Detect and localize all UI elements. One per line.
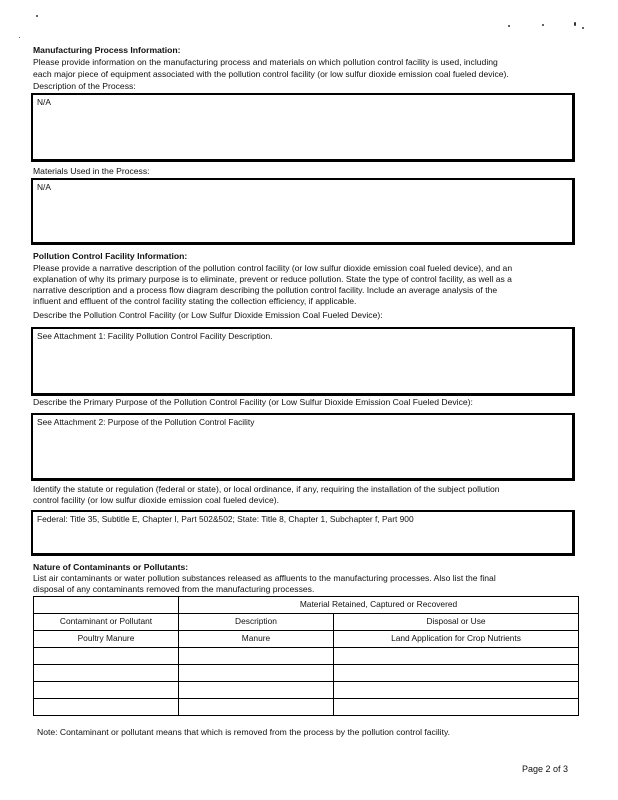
disposal-cell[interactable] [334,648,579,665]
contaminant-cell[interactable]: Poultry Manure [34,631,179,648]
pcf-describe-field[interactable] [31,327,575,396]
pcf-heading: Pollution Control Facility Information: [33,251,188,261]
contaminant-note: Note: Contaminant or pollutant means that which is removed from the process by the pollution control facility. [37,727,451,737]
process-description-field[interactable] [31,93,575,162]
materials-value: N/A [37,182,51,192]
pcf-purpose-field[interactable] [31,413,575,481]
table-row [34,699,579,716]
contaminant-cell[interactable] [34,665,179,682]
page-number: Page 2 of 3 [522,764,569,774]
table-row [34,631,579,648]
material-retained-header: Material Retained, Captured or Recovered [179,597,579,614]
statute-value: Federal: Title 35, Subtitle E, Chapter I, Part 502&502; State: Title 8, Chapter 1, Subchapter f, Part 900 [37,514,414,524]
scan-speck [36,15,38,17]
disposal-cell[interactable] [334,682,579,699]
statute-field[interactable] [31,510,575,556]
contaminant-cell[interactable] [34,648,179,665]
contaminant-cell[interactable] [34,682,179,699]
description-cell[interactable] [179,648,334,665]
mfg-intro-line: Please provide information on the manufacturing process and materials on which pollution control facility is used, including [33,57,498,67]
scan-speck [582,27,584,29]
contaminants-heading: Nature of Contaminants or Pollutants: [33,562,189,572]
scan-speck [574,22,576,26]
contaminants-intro-line: disposal of any contaminants removed from the manufacturing processes. [33,584,315,594]
mfg-intro-line: each major piece of equipment associated with the pollution control facility (or low sulfur dioxide emission coal fueled device). [33,69,509,79]
description-cell[interactable] [179,682,334,699]
pcf-paragraph-line: explanation of why its primary purpose is to eliminate, prevent or reduce pollution. State the type of control facility, as well as a [33,274,512,284]
disposal-column-header: Disposal or Use [334,614,579,631]
contaminants-intro-line: List air contaminants or water pollution substances released as affluents to the manufacturing processes. Also list the final [33,573,496,583]
description-cell[interactable]: Manure [179,631,334,648]
scan-speck [19,37,20,38]
pcf-paragraph-line: influent and effluent of the control facility stating the collection efficiency, if applicable. [33,296,357,306]
pcf-purpose-label: Describe the Primary Purpose of the Pollution Control Facility (or Low Sulfur Dioxide Emission Coal Fueled Device): [33,397,473,407]
scan-speck [542,24,544,26]
pcf-paragraph-line: Please provide a narrative description of the pollution control facility (or low sulfur dioxide emission coal fueled device), and an [33,263,513,273]
statute-label-line: Identify the statute or regulation (federal or state), or local ordinance, if any, requiring the installation of the subject pollution [33,484,500,494]
mfg-heading: Manufacturing Process Information: [33,45,181,55]
materials-field[interactable] [31,178,575,245]
pcf-describe-label: Describe the Pollution Control Facility (or Low Sulfur Dioxide Emission Coal Fueled Device): [33,310,383,320]
contaminant-column-header: Contaminant or Pollutant [34,614,179,631]
disposal-cell[interactable] [334,699,579,716]
pcf-purpose-value: See Attachment 2: Purpose of the Pollution Control Facility [37,417,255,427]
description-cell[interactable] [179,699,334,716]
table-row [34,682,579,699]
disposal-cell[interactable] [334,665,579,682]
materials-label: Materials Used in the Process: [33,166,150,176]
statute-label-line: control facility (or low sulfur dioxide emission coal fueled device). [33,495,279,505]
scan-speck [508,25,510,27]
contaminants-table [33,596,579,716]
pcf-paragraph-line: narrative description and a process flow diagram describing the pollution control facility. Include an average analysis of the [33,285,498,295]
description-column-header: Description [179,614,334,631]
process-description-value: N/A [37,97,51,107]
disposal-cell[interactable]: Land Application for Crop Nutrients [334,631,579,648]
contaminant-cell[interactable] [34,699,179,716]
process-description-label: Description of the Process: [33,81,136,91]
table-row [34,648,579,665]
table-corner-cell [34,597,179,614]
pcf-describe-value: See Attachment 1: Facility Pollution Control Facility Description. [37,331,273,341]
table-row [34,665,579,682]
description-cell[interactable] [179,665,334,682]
